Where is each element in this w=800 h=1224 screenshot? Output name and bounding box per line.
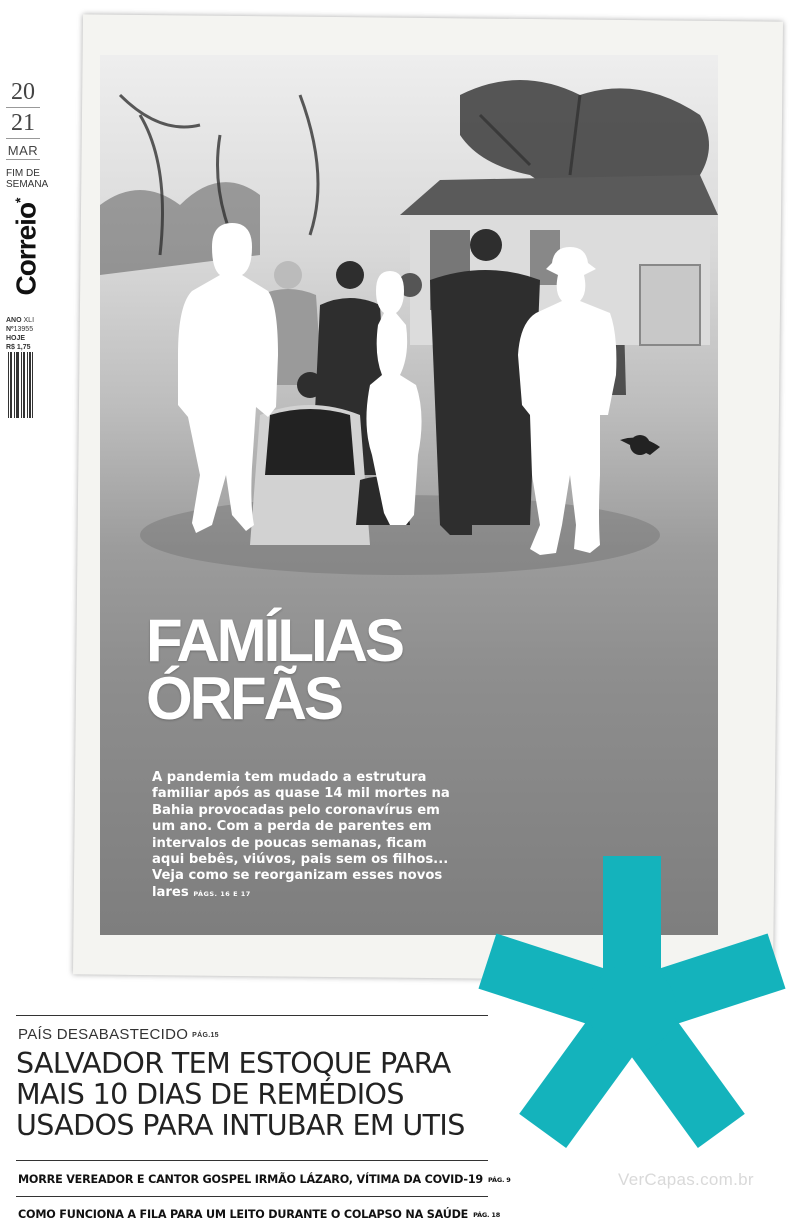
date-divider (6, 159, 40, 160)
cover-page-ref: PÁGS. 16 E 17 (193, 889, 251, 898)
issue-info: ANO XLI Nº13955 HOJE R$ 1,75 (6, 317, 35, 351)
news-headline[interactable]: SALVADOR TEM ESTOQUE PARA MAIS 10 DIAS DE REMÉDIOS USADOS PARA INTUBAR EM UTIS (16, 1047, 465, 1142)
cover-headline[interactable]: FAMÍLIAS ÓRFÃS (146, 607, 402, 732)
divider (16, 1160, 488, 1161)
date-month: MAR (7, 143, 39, 158)
date-day-end: 21 (11, 110, 35, 136)
watermark: VerCapas.com.br (618, 1170, 754, 1189)
logo-text: Correio (10, 202, 42, 296)
date-divider (6, 107, 40, 108)
divider (16, 1015, 488, 1016)
edition-label: FIM DE SEMANA (6, 168, 49, 190)
date-strip (6, 78, 49, 190)
news-brief-1[interactable]: MORRE VEREADOR E CANTOR GOSPEL IRMÃO LÁZARO, VÍTIMA DA COVID-19 PÁG. 9 (18, 1173, 511, 1186)
divider (16, 1196, 488, 1197)
newspaper-logo[interactable] (4, 196, 42, 300)
news-kicker: PAÍS DESABASTECIDO PÁG.15 (18, 1026, 219, 1043)
date-divider (6, 138, 40, 139)
barcode-icon (4, 350, 38, 420)
news-brief-2[interactable]: COMO FUNCIONA A FILA PARA UM LEITO DURANTE O COLAPSO NA SAÚDE PÁG. 18 (18, 1208, 501, 1221)
logo-asterisk-icon: * (12, 198, 28, 203)
cover-deck: A pandemia tem mudado a estrutura familiar após as quase 14 mil mortes na Bahia provocadas pelo coronavírus em um ano. Com a perda de parentes em intervalos de poucas semanas, ficam aqui bebês, viúvos, pais sem os filhos... Veja como se reorganizam esses novos lares PÁGS. 16 E 17 (152, 770, 450, 900)
date-day-start: 20 (11, 79, 35, 105)
asterisk-icon (462, 838, 800, 1170)
